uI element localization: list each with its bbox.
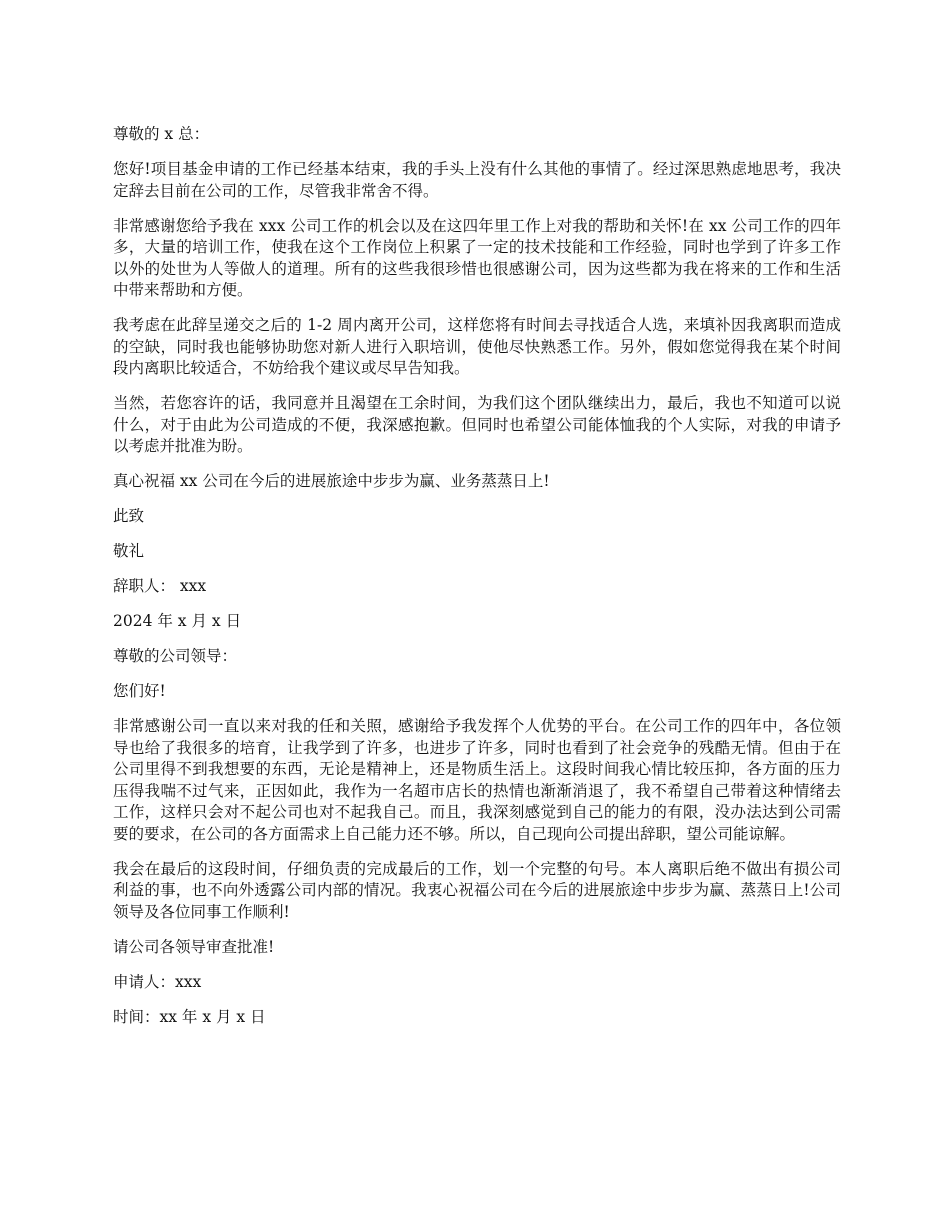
letter2-paragraph: 我会在最后的这段时间，仔细负责的完成最后的工作，划一个完整的句号。本人离职后绝不做出有损公司利益的事，也不向外透露公司内部的情况。我衷心祝福公司在今后的进展旅途中步步为赢、蒸蒸日上!公司领导及各位同事工作顺利! [113, 859, 841, 921]
resignation-letter-2 [113, 646, 841, 1028]
letter2-time: 时间：xx 年 x 月 x 日 [113, 1007, 266, 1026]
letter1-paragraph: 非常感谢您给予我在 xxx 公司工作的机会以及在这四年里工作上对我的帮助和关怀!在 xx 公司工作的四年多，大量的培训工作，使我在这个工作岗位上积累了一定的技术技能和工作经验，同时也学到了许多工作以外的处世为人等做人的道理。所有的这些我很珍惜也很感谢公司，因为这些都为我在将来的工作和生活中带来帮助和方便。 [113, 216, 841, 299]
letter1-paragraph: 真心祝福 xx 公司在今后的进展旅途中步步为赢、业务蒸蒸日上! [113, 472, 550, 490]
letter2-paragraph: 非常感谢公司一直以来对我的任和关照，感谢给予我发挥个人优势的平台。在公司工作的四年中，各位领导也给了我很多的培育，让我学到了许多，也进步了许多，同时也看到了社会竞争的残酷无情。但由于在公司里得不到我想要的东西，无论是精神上，还是物质生活上。这段时间我心情比较压抑，各方面的压力压得我喘不过气来，正因如此，我作为一名超市店长的热情也渐渐消退了，我不希望自己带着这种情绪去工作，这样只会对不起公司也对不起我自己。而且，我深刻感觉到自己的能力的有限，没办法达到公司需要的要求，在公司的各方面需求上自己能力还不够。所以，自己现向公司提出辞职，望公司能谅解。 [113, 717, 841, 843]
letter1-paragraph: 当然，若您容许的话，我同意并且渴望在工余时间，为我们这个团队继续出力，最后，我也不知道可以说什么，对于由此为公司造成的不便，我深感抱歉。但同时也希望公司能体恤我的个人实际，对我的申请予以考虑并批准为盼。 [113, 394, 841, 455]
letter2-applicant: 申请人：xxx [113, 972, 202, 991]
letter2-salutation: 尊敬的公司领导： [113, 647, 238, 665]
letter2-paragraph: 请公司各领导审查批准! [113, 937, 275, 956]
letter1-paragraph: 您好!项目基金申请的工作已经基本结束，我的手头上没有什么其他的事情了。经过深思熟虑地思考，我决定辞去目前在公司的工作，尽管我非常舍不得。 [113, 160, 841, 200]
letter1-date: 2024 年 x 月 x 日 [113, 612, 242, 630]
letter1-closing: 此致 [113, 507, 145, 525]
resignation-letter-1 [113, 124, 841, 633]
letter1-paragraph: 我考虑在此辞呈递交之后的 1-2 周内离开公司，这样您将有时间去寻找适合人选，来填补因我离职而造成的空缺，同时我也能够协助您对新人进行入职培训，使他尽快熟悉工作。另外，假如您觉得我在某个时间段内离职比较适合，不妨给我个建议或尽早告知我。 [113, 316, 841, 377]
letter2-greeting: 您们好! [113, 682, 166, 700]
letter1-salutation: 尊敬的 x 总： [113, 125, 210, 143]
letter1-closing: 敬礼 [113, 542, 145, 560]
document-page [113, 124, 841, 1042]
letter1-signer: 辞职人： xxx [113, 577, 207, 595]
